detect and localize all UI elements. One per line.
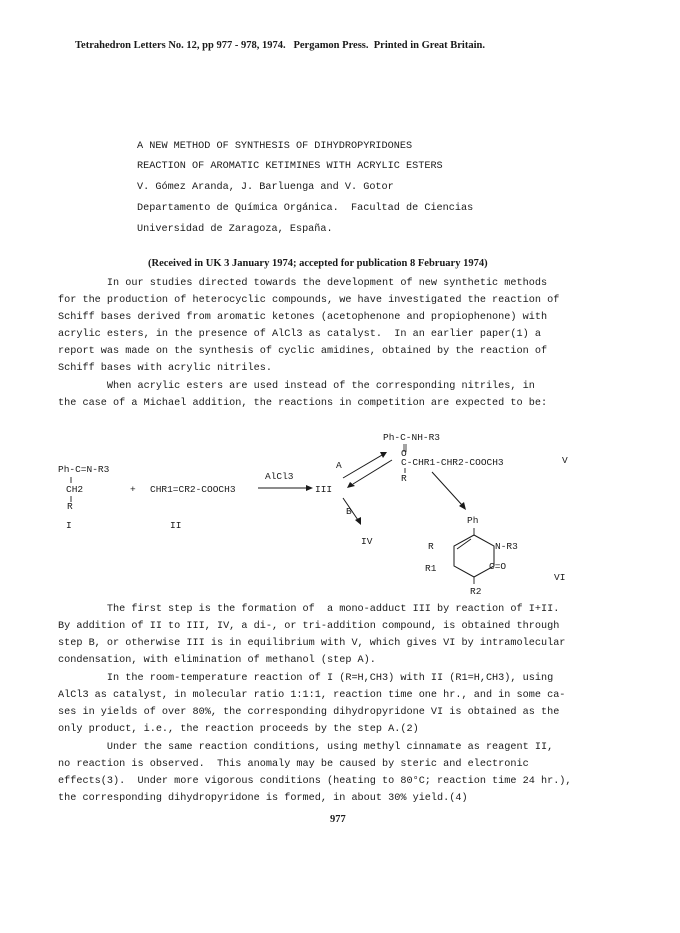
affiliation-department: Departamento de Química Orgánica. Facultad de Ciencias	[137, 203, 474, 214]
text-line: acrylic esters, in the presence of AlCl3 as catalyst. In an earlier paper(1) a	[58, 329, 541, 340]
compound-V-line2: C-CHR1-CHR2-COOCH3	[401, 457, 504, 468]
article-subtitle: REACTION OF AROMATIC KETIMINES WITH ACRYLIC ESTERS	[137, 161, 443, 172]
compound-V-label: V	[562, 455, 568, 466]
text-line: the corresponding dihydropyridone is formed, in about 30% yield.(4)	[58, 793, 468, 804]
compound-VI-r: R	[428, 541, 434, 552]
compound-I-r: R	[67, 501, 73, 512]
compound-II-label: II	[170, 520, 182, 531]
text-line: step B, or otherwise III is in equilibrium with V, which gives VI by intramolecular	[58, 638, 566, 649]
page-number: 977	[330, 814, 346, 825]
compound-VI-ph: Ph	[467, 515, 479, 526]
text-line: only product, i.e., the reaction proceeds by the step A.(2)	[58, 724, 419, 735]
step-A-label: A	[336, 460, 342, 471]
compound-V-r: R	[401, 473, 407, 484]
journal-header: Tetrahedron Letters No. 12, pp 977 - 978, 1974. Pergamon Press. Printed in Great Britain.	[75, 40, 485, 51]
catalyst-label: AlCl3	[265, 471, 294, 482]
text-line: Schiff bases with acrylic nitriles.	[58, 363, 272, 374]
compound-I-formula: Ph-C=N-R3	[58, 464, 110, 475]
text-line: condensation, with elimination of methanol (step A).	[58, 655, 376, 666]
text-line: The first step is the formation of a mono-adduct III by reaction of I+II.	[58, 604, 560, 615]
article-title: A NEW METHOD OF SYNTHESIS OF DIHYDROPYRIDONES	[137, 141, 413, 152]
text-line: Schiff bases derived from aromatic ketones (acetophenone and propiophenone) with	[58, 312, 548, 323]
text-line: Under the same reaction conditions, using methyl cinnamate as reagent II,	[58, 742, 554, 753]
received-date: (Received in UK 3 January 1974; accepted for publication 8 February 1974)	[148, 258, 488, 269]
text-line: effects(3). Under more vigorous conditions (heating to 80°C; reaction time 24 hr.),	[58, 776, 572, 787]
compound-V-line1: Ph-C-NH-R3	[383, 432, 441, 443]
text-line: When acrylic esters are used instead of the corresponding nitriles, in	[58, 381, 535, 392]
plus-sign: +	[130, 484, 136, 495]
compound-VI-r2: R2	[470, 586, 482, 597]
text-line: for the production of heterocyclic compounds, we have investigated the reaction of	[58, 295, 560, 306]
text-line: By addition of II to III, IV, a di-, or tri-addition compound, is obtained through	[58, 621, 560, 632]
compound-I-ch2: CH2	[66, 484, 84, 495]
authors: V. Gómez Aranda, J. Barluenga and V. Gotor	[137, 182, 394, 193]
text-line: AlCl3 as catalyst, in molecular ratio 1:1:1, reaction time one hr., and in some ca-	[58, 690, 566, 701]
compound-I-label: I	[66, 520, 72, 531]
text-line: In our studies directed towards the development of new synthetic methods	[58, 278, 548, 289]
compound-VI-r1: R1	[425, 563, 437, 574]
compound-VI-carbonyl: C=O	[489, 561, 507, 572]
compound-V-oxygen: O	[401, 448, 407, 459]
affiliation-university: Universidad de Zaragoza, España.	[137, 224, 333, 235]
text-line: no reaction is observed. This anomaly may be caused by steric and electronic	[58, 759, 529, 770]
compound-IV-label: IV	[361, 536, 373, 547]
text-line: report was made on the synthesis of cyclic amidines, obtained by the reaction of	[58, 346, 548, 357]
text-line: In the room-temperature reaction of I (R=H,CH3) with II (R1=H,CH3), using	[58, 673, 554, 684]
compound-III-label: III	[315, 484, 333, 495]
text-line: ses in yields of over 80%, the corresponding dihydropyridone VI is obtained as the	[58, 707, 560, 718]
step-B-label: B	[346, 506, 352, 517]
compound-VI-label: VI	[554, 572, 566, 583]
compound-VI-nitrogen: N-R3	[495, 541, 518, 552]
text-line: the case of a Michael addition, the reactions in competition are expected to be:	[58, 398, 548, 409]
compound-II-formula: CHR1=CR2-COOCH3	[150, 484, 236, 495]
